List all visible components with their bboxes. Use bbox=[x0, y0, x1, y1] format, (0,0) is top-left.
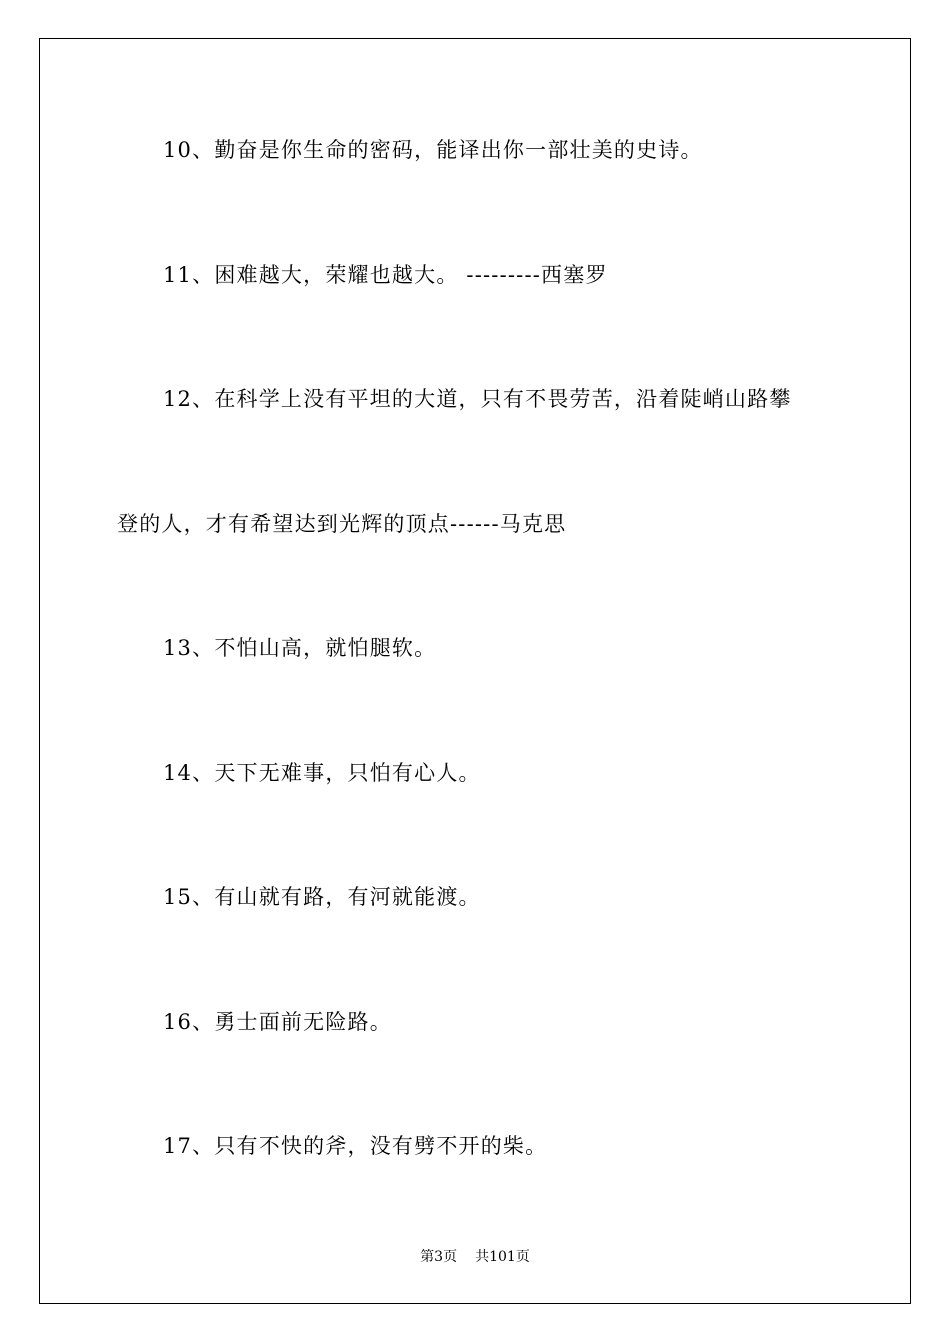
total-pages-label: 共101页 bbox=[475, 1249, 530, 1265]
quote-line-15: 15、有山就有路，有河就能渡。 bbox=[163, 885, 481, 909]
page-border bbox=[39, 38, 911, 1304]
page-footer bbox=[0, 1248, 950, 1266]
quote-line-10: 10、勤奋是你生命的密码，能译出你一部壮美的史诗。 bbox=[163, 138, 703, 162]
current-page-label: 第3页 bbox=[420, 1249, 458, 1265]
quote-line-14: 14、天下无难事，只怕有心人。 bbox=[163, 761, 481, 785]
quote-line-12: 12、在科学上没有平坦的大道，只有不畏劳苦，沿着陡峭山路攀 bbox=[163, 387, 792, 411]
quote-line-11: 11、困难越大，荣耀也越大。 ---------西塞罗 bbox=[163, 263, 608, 287]
quote-line-12-continued: 登的人，才有希望达到光辉的顶点------马克思 bbox=[117, 512, 567, 536]
quote-line-16: 16、勇士面前无险路。 bbox=[163, 1010, 392, 1034]
quote-line-13: 13、不怕山高，就怕腿软。 bbox=[163, 636, 437, 660]
quote-line-17: 17、只有不快的斧，没有劈不开的柴。 bbox=[163, 1134, 548, 1158]
